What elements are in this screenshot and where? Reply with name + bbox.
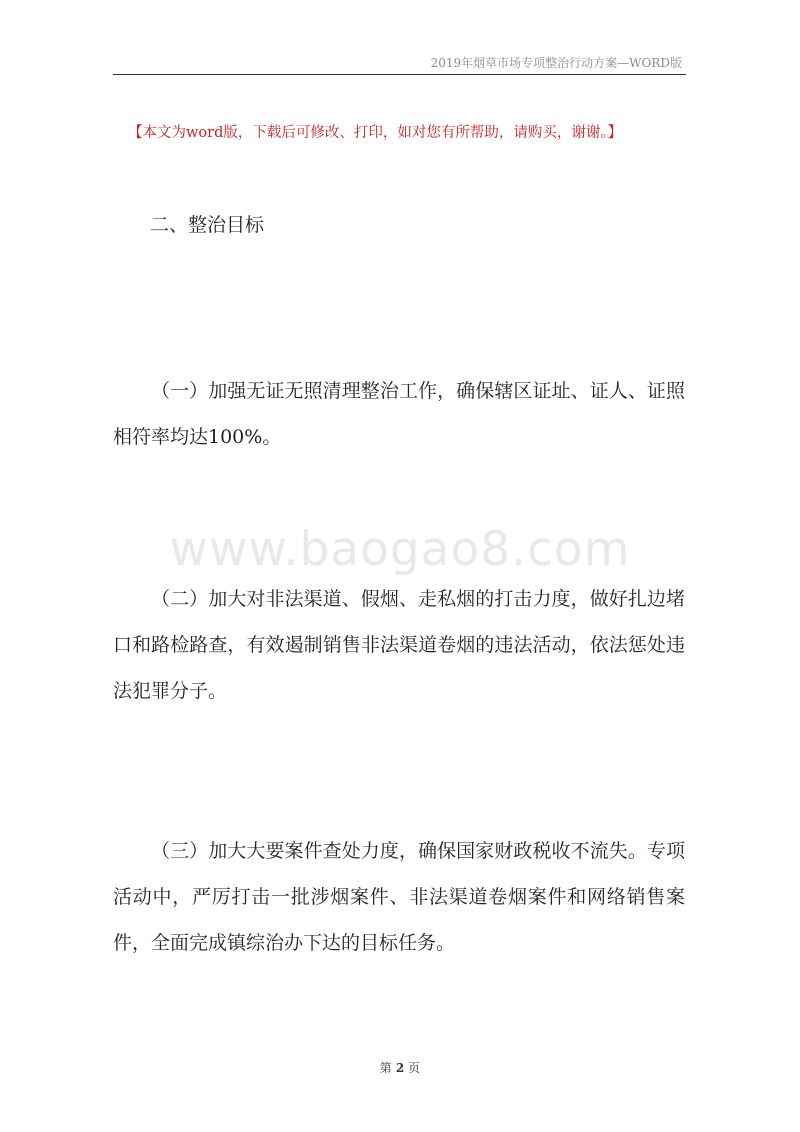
section-heading: 二、整治目标 xyxy=(150,214,265,236)
page-label-prefix: 第 xyxy=(379,1061,392,1075)
page-footer xyxy=(0,1059,800,1076)
watermark-text: www.baogao8.com xyxy=(169,522,631,577)
header-divider xyxy=(113,74,686,75)
paragraph-goal-3: （三）加大大要案件查处力度，确保国家财政税收不流失。专项活动中，严厉打击一批涉烟案件、非法渠道卷烟案件和网络销售案件，全面完成镇综治办下达的目标任务。 xyxy=(113,840,685,954)
paragraph-goal-2: （二）加大对非法渠道、假烟、走私烟的打击力度，做好扎边堵口和路检路查，有效遏制销售非法渠道卷烟的违法活动，依法惩处违法犯罪分子。 xyxy=(113,588,685,702)
page-label-suffix: 页 xyxy=(408,1061,421,1075)
page-number: 2 xyxy=(395,1061,405,1075)
paragraph-goal-1: （一）加强无证无照清理整治工作，确保辖区证址、证人、证照相符率均达100%。 xyxy=(113,380,685,448)
purchase-notice: 【本文为word版，下载后可修改、打印，如对您有所帮助，请购买，谢谢。】 xyxy=(128,125,623,141)
document-header-title: 2019年烟草市场专项整治行动方案—WORD版 xyxy=(430,56,682,70)
